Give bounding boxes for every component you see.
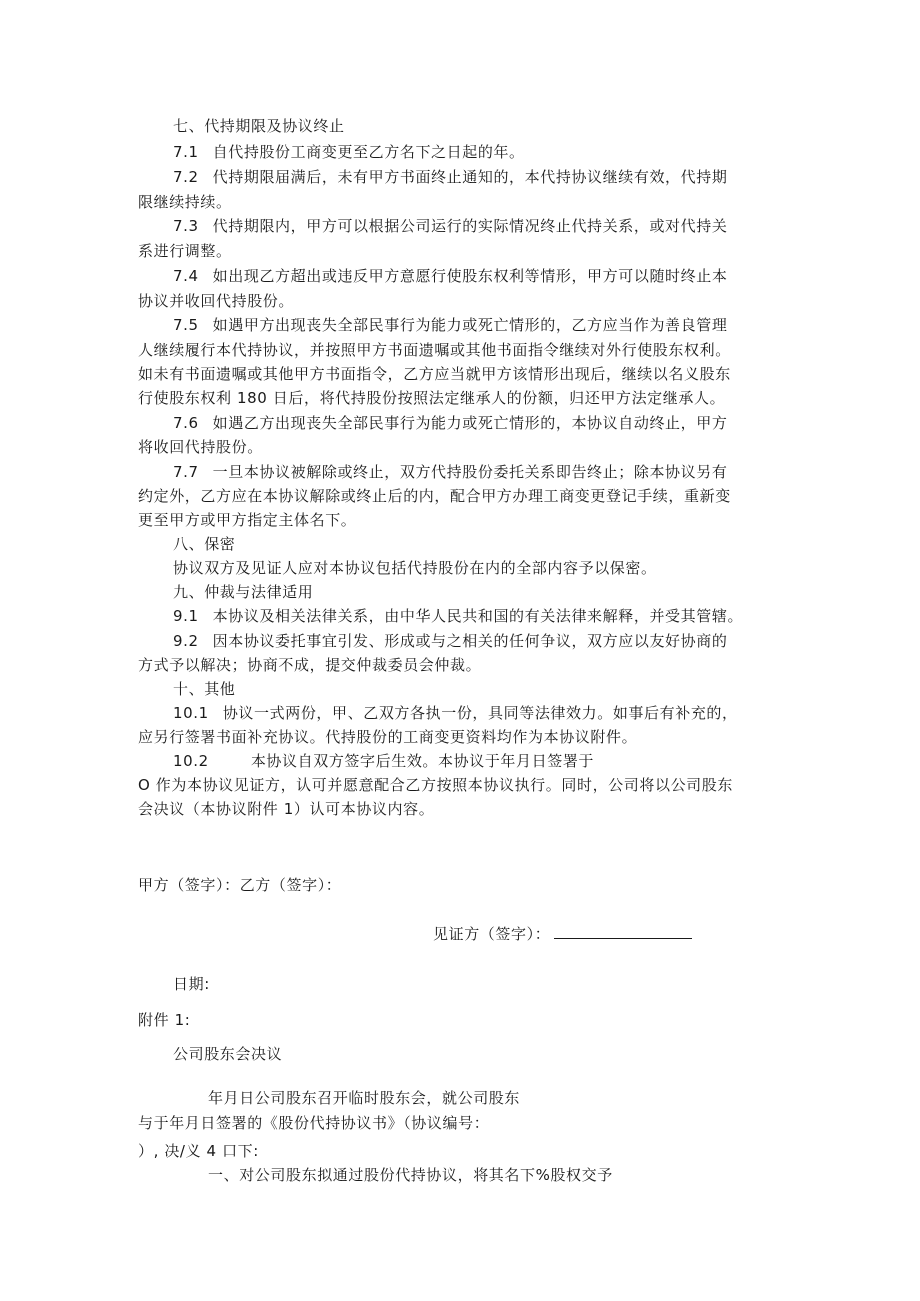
clause-9-1 [173,603,743,629]
clause-number: 7.5 [173,316,199,334]
clause-text: 如遇甲方出现丧失全部民事行为能力或死亡情形的，乙方应当作为善良管理 [212,316,728,334]
annex-line-2: 与于年月日签署的《股份代持协议书》（协议编号： [138,1114,490,1132]
clause-number: 7.7 [173,463,199,481]
clause-7-6-cont: 将收回代持股份。 [138,438,263,456]
clause-number: 7.4 [173,267,199,285]
clause-7-6 [173,410,727,436]
clause-7-3-cont: 系进行调整。 [138,242,232,260]
annex-title: 公司股东会决议 [173,1045,283,1063]
clause-text: 代持期限内，甲方可以根据公司运行的实际情况终止代持关系，或对代持关 [212,217,728,235]
clause-7-3 [173,213,727,239]
clause-10-1 [173,700,738,726]
clause-text: 本协议自双方签字后生效。本协议于年月日签署于 [250,752,595,770]
clause-7-5-cont-2: 如未有书面遗嘱或其他甲方书面指令，乙方应当就甲方该情形出现后，继续以名义股东 [138,365,731,383]
section-8-heading: 八、保密 [173,535,236,553]
clause-number: 10.1 [173,704,209,722]
clause-9-2-cont: 方式予以解决；协商不成，提交仲裁委员会仲裁。 [138,656,482,674]
clause-text: 如出现乙方超出或违反甲方意愿行使股东权利等情形，甲方可以随时终止本 [212,267,728,285]
clause-7-5 [173,312,727,338]
clause-text: 因本协议委托事宜引发、形成或与之相关的任何争议，双方应以友好协商的 [212,632,728,650]
clause-7-2-cont: 限继续持续。 [138,193,232,211]
clause-7-7-cont-1: 约定外，乙方应在本协议解除或终止后的内，配合甲方办理工商变更登记手续，重新变 [138,487,731,505]
clause-number: 10.2 [173,752,209,770]
annex-line-1: 年月日公司股东召开临时股东会，就公司股东 [208,1089,521,1107]
confidentiality-text: 协议双方及见证人应对本协议包括代持股份在内的全部内容予以保密。 [173,559,657,577]
clause-text: 本协议及相关法律关系，由中华人民共和国的有关法律来解释，并受其管辖。 [212,607,744,625]
annex-line-3: ）, 决/义 4 口下: [138,1142,259,1160]
date-label: 日期: [173,975,210,993]
clause-number: 7.2 [173,168,199,186]
clause-number: 9.2 [173,632,199,650]
clause-10-2-cont-2: 会决议（本协议附件 1）认可本协议内容。 [138,800,435,818]
clause-7-4 [173,263,727,289]
clause-7-1 [173,139,525,165]
clause-7-2 [173,164,727,190]
witness-signature-line [554,924,692,939]
clause-10-2 [173,748,594,774]
clause-number: 7.6 [173,414,199,432]
clause-text: 协议一式两份，甲、乙双方各执一份，具同等法律效力。如事后有补充的， [222,704,738,722]
clause-7-7-cont-2: 更至甲方或甲方指定主体名下。 [138,511,357,529]
clause-7-5-cont-3: 行使股东权利 180 日后，将代持股份按照法定继承人的份额，归还甲方法定继承人。 [138,389,726,407]
clause-number: 9.1 [173,607,199,625]
clause-text: 如遇乙方出现丧失全部民事行为能力或死亡情形的，本协议自动终止，甲方 [212,414,728,432]
witness-signature [433,921,692,947]
clause-7-4-cont: 协议并收回代持股份。 [138,292,295,310]
party-signatures: 甲方（签字）：乙方（签字）： [138,876,342,894]
clause-text: 自代持股份工商变更至乙方名下之日起的年。 [212,143,525,161]
clause-9-2 [173,628,727,654]
clause-number: 7.3 [173,217,199,235]
clause-10-2-cont-1: O 作为本协议见证方，认可并愿意配合乙方按照本协议执行。同时，公司将以公司股东 [138,776,733,794]
section-7-heading: 七、代持期限及协议终止 [173,117,345,135]
clause-text: 一旦本协议被解除或终止，双方代持股份委托关系即告终止；除本协议另有 [212,463,728,481]
section-9-heading: 九、仲裁与法律适用 [173,583,314,601]
clause-10-1-cont: 应另行签署书面补充协议。代持股份的工商变更资料均作为本协议附件。 [138,728,638,746]
annex-label: 附件 1: [138,1011,191,1029]
clause-7-5-cont-1: 人继续履行本代持协议，并按照甲方书面遗嘱或其他书面指令继续对外行使股东权利。 [138,341,731,359]
clause-7-7 [173,459,727,485]
clause-number: 7.1 [173,143,199,161]
annex-line-4: 一、对公司股东拟通过股份代持协议，将其名下%股权交予 [208,1166,613,1184]
clause-text: 代持期限届满后，未有甲方书面终止通知的，本代持协议继续有效，代持期 [212,168,728,186]
witness-label: 见证方（签字）： [433,925,551,943]
section-10-heading: 十、其他 [173,680,236,698]
